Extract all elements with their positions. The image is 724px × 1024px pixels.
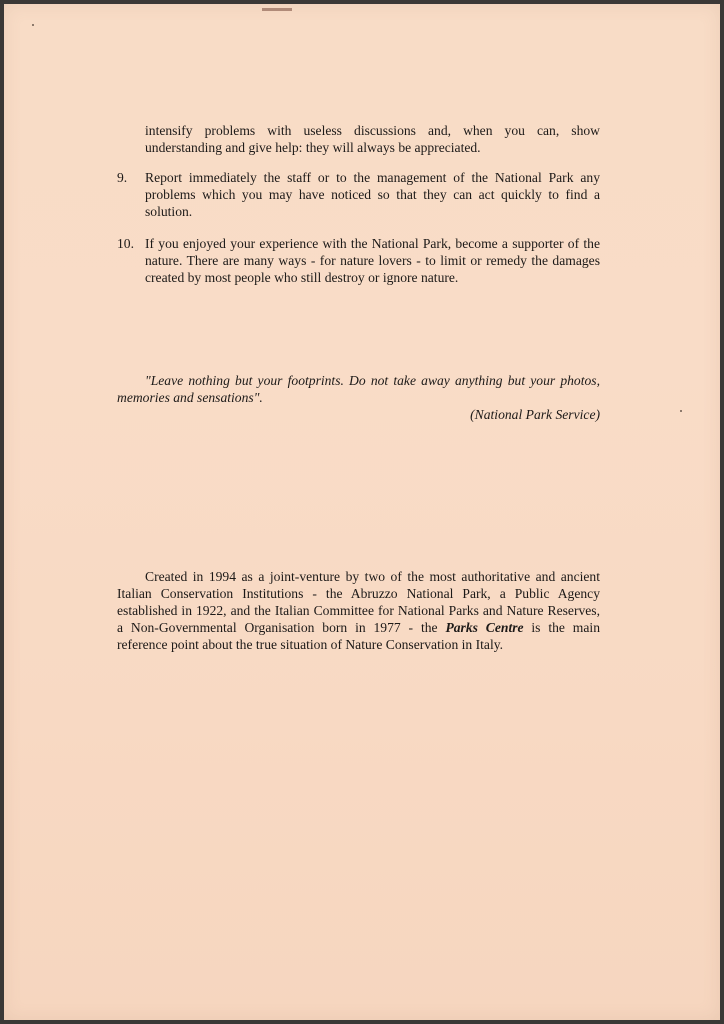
page-edge-mark — [262, 8, 292, 11]
list-item-number: 10. — [117, 236, 134, 251]
quote-source: (National Park Service) — [470, 407, 600, 422]
list-item-text: Report immediately the staff or to the management of the National Park any problems which you may have noticed so that they can act quickly to find a solution. — [145, 170, 600, 219]
document-page — [4, 4, 720, 1020]
about-text-before: Created in 1994 as a joint-venture by two of the most authoritative and ancient Italian Conservation Institutions - the Abruzzo National Park, a Public Agency established in 1922, and the Italian Committee for National Parks and Nature Reserves, a Non-Governmental Organisation born in 1977 - the — [117, 569, 600, 635]
list-item-text: If you enjoyed your experience with the National Park, become a supporter of the nature. There are many ways - for nature lovers - to limit or remedy the damages created by most people who still destroy or ignore nature. — [145, 236, 600, 285]
continuation-paragraph: intensify problems with useless discussions and, when you can, show understanding and give help: they will always be appreciated. — [145, 123, 600, 155]
dust-speck — [680, 410, 682, 412]
dust-speck — [32, 24, 34, 26]
quote-text: "Leave nothing but your footprints. Do not take away anything but your photos, memories and sensations". — [117, 373, 600, 405]
list-item-number: 9. — [117, 170, 128, 185]
about-paragraph — [117, 568, 600, 653]
about-text-after: is the main reference point about the true situation of Nature Conservation in Italy. — [117, 620, 600, 652]
parks-centre-name: Parks Centre — [445, 620, 524, 635]
